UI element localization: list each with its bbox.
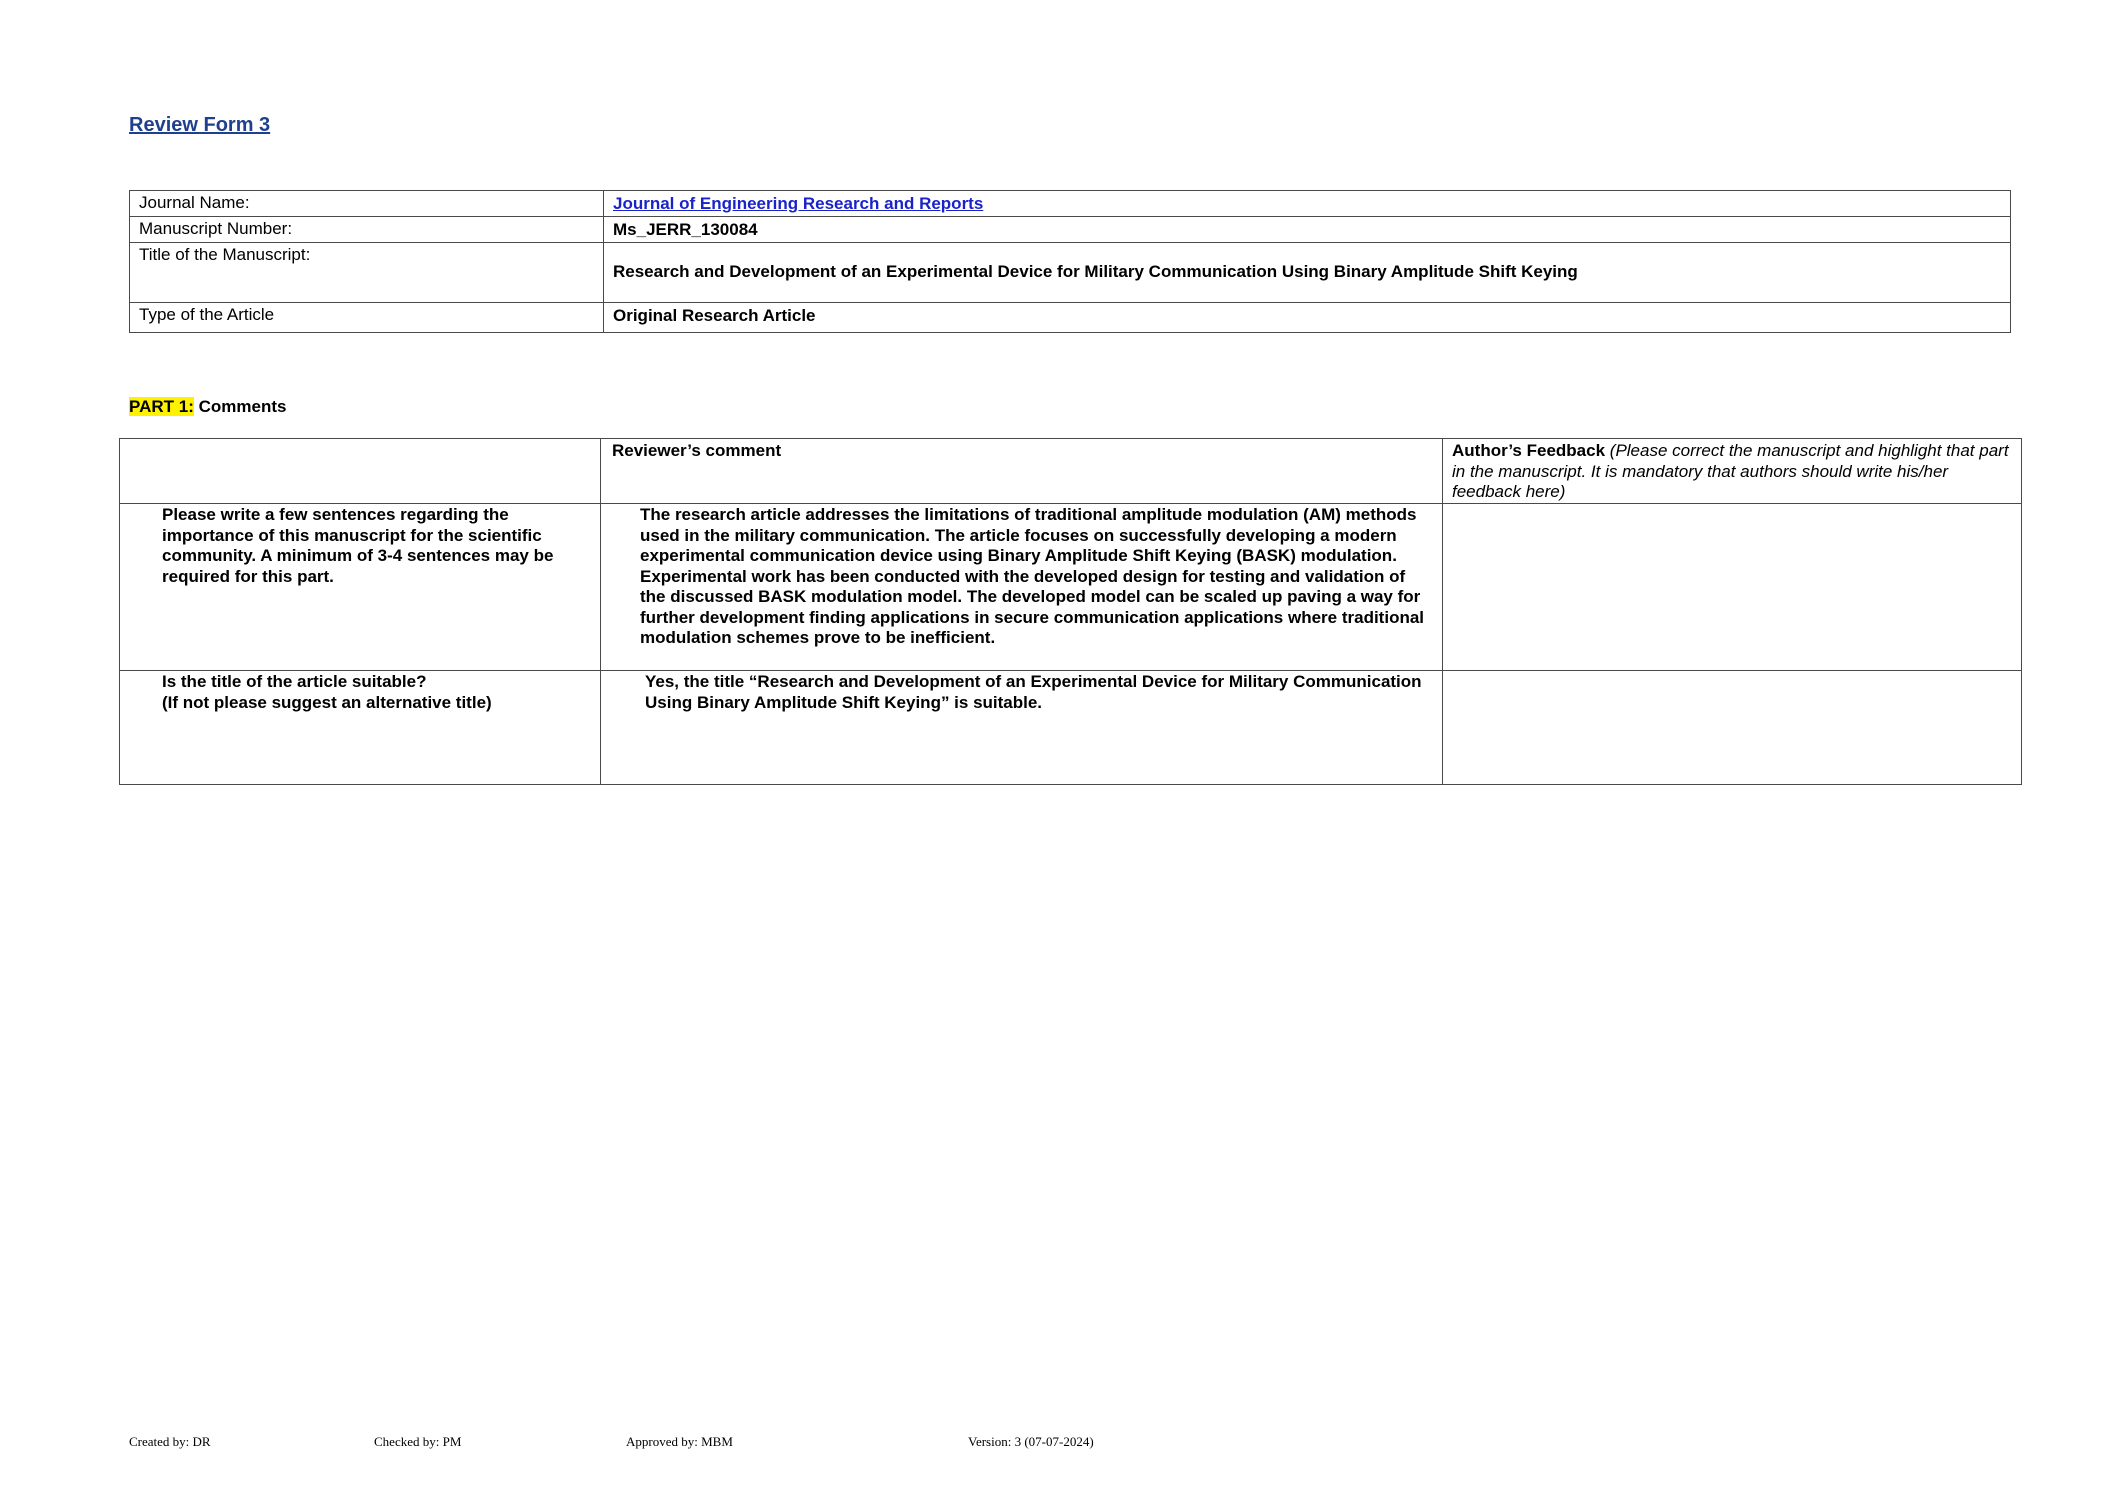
part1-title: Comments [198,397,287,416]
manuscript-number-label: Manuscript Number: [130,217,604,243]
part1-heading [129,397,286,417]
manuscript-number-value: Ms_JERR_130084 [604,217,2011,243]
article-type-row [130,303,2011,333]
footer-checked-by: Checked by: PM [374,1434,462,1449]
article-type-value: Original Research Article [604,303,2011,333]
journal-name-row [130,191,2011,217]
reviewer-comment-title: Yes, the title “Research and Development of an Experimental Device for Military Communication Using Binary Amplitude Shift Keying” is suitable. [601,671,1443,785]
article-type-label: Type of the Article [130,303,604,333]
author-feedback-cell[interactable] [1443,504,2022,671]
question-title-line2: (If not please suggest an alternative title) [162,692,492,712]
manuscript-title-label: Title of the Manuscript: [130,243,604,303]
manuscript-info-table [129,190,2011,333]
manuscript-title-value: Research and Development of an Experimental Device for Military Communication Using Binary Amplitude Shift Keying [604,243,2011,303]
comments-table [119,438,2022,785]
table-row [120,504,2022,671]
author-feedback-title: Author’s Feedback [1452,441,1606,460]
comments-header-row [120,439,2022,504]
question-header-cell [120,439,601,504]
journal-name-link[interactable]: Journal of Engineering Research and Reports [613,194,984,213]
question-title-line1: Is the title of the article suitable? [162,672,427,691]
author-feedback-cell[interactable] [1443,671,2022,785]
form-title: Review Form 3 [129,114,271,136]
table-row [120,671,2022,785]
part1-label: PART 1: [129,397,194,416]
journal-name-value [604,191,2011,217]
question-importance: Please write a few sentences regarding the importance of this manuscript for the scientific community. A minimum of 3-4 sentences may be required for this part. [120,504,601,671]
footer-version: Version: 3 (07-07-2024) [968,1434,1094,1449]
question-title-suitable [120,671,601,785]
author-feedback-header [1443,439,2022,504]
manuscript-number-row [130,217,2011,243]
reviewer-comment-importance: The research article addresses the limitations of traditional amplitude modulation (AM) methods used in the military communication. The article focuses on successfully developing a modern experimental communication device using Binary Amplitude Shift Keying (BASK) modulation. Experimental work has been conducted with the developed design for testing and validation of the discussed BASK modulation model. The developed model can be scaled up paving a way for further development finding applications in secure communication applications where traditional modulation schemes prove to be inefficient. [601,504,1443,671]
manuscript-title-row [130,243,2011,303]
journal-name-label: Journal Name: [130,191,604,217]
footer-approved-by: Approved by: MBM [626,1434,733,1449]
author-feedback-instructions: (Please correct the manuscript and highlight that part in the manuscript. It is mandatory that authors should write his/her feedback here) [1452,441,2009,501]
footer-created-by: Created by: DR [129,1434,211,1449]
reviewer-comment-header: Reviewer’s comment [601,439,1443,504]
